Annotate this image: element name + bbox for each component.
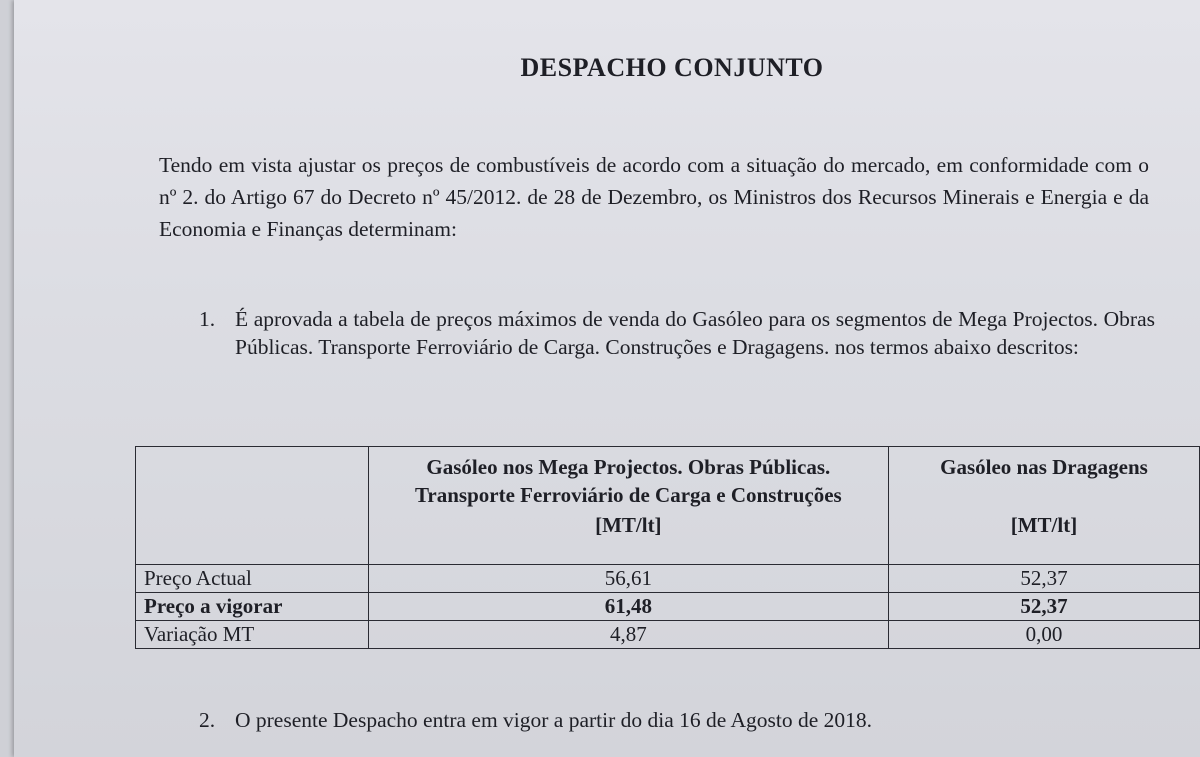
table-header-dragagens (888, 447, 1199, 565)
list-item-number: 1. (199, 307, 216, 331)
row-label: Preço Actual (136, 565, 369, 593)
column-unit: [MT/lt] (595, 513, 662, 537)
row-label: Preço a vigorar (136, 593, 369, 621)
table-row (136, 593, 1200, 621)
table-header-row (136, 447, 1200, 565)
document-title: DESPACHO CONJUNTO (520, 53, 824, 82)
table-header-mega-projectos (368, 447, 888, 565)
cell-value: 52,37 (888, 593, 1199, 621)
cell-value: 4,87 (368, 621, 888, 649)
column-unit: [MT/lt] (1010, 513, 1078, 537)
intro-paragraph: Tendo em vista ajustar os preços de combustíveis de acordo com a situação do mercado, em conformidade com o nº 2. do Artigo 67 do Decreto nº 45/2012. de 28 de Dezembro, os Ministros dos Recursos Minerais e Energia e da Economia e Finanças determinam: (159, 153, 1149, 241)
cell-value: 56,61 (368, 565, 888, 593)
cell-value: 61,48 (368, 593, 888, 621)
table-header-empty (136, 447, 369, 565)
column-header-label: Gasóleo nas Dragagens (940, 455, 1148, 479)
table-row (136, 565, 1200, 593)
table-row (136, 621, 1200, 649)
list-item-text: O presente Despacho entra em vigor a partir do dia 16 de Agosto de 2018. (235, 708, 873, 732)
cell-value: 52,37 (888, 565, 1199, 593)
list-item-text: É aprovada a tabela de preços máximos de venda do Gasóleo para os segmentos de Mega Projectos. Obras Públicas. Transporte Ferroviário de Carga. Construções e Dragagens. nos termos abaixo descritos: (235, 307, 1155, 359)
cell-value: 0,00 (888, 621, 1199, 649)
list-item-number: 2. (199, 708, 216, 732)
document-page (14, 0, 1200, 757)
column-header-label: Gasóleo nos Mega Projectos. Obras Públicas. Transporte Ferroviário de Carga e Construções (414, 455, 842, 507)
row-label: Variação MT (136, 621, 369, 649)
price-table (135, 446, 1200, 649)
